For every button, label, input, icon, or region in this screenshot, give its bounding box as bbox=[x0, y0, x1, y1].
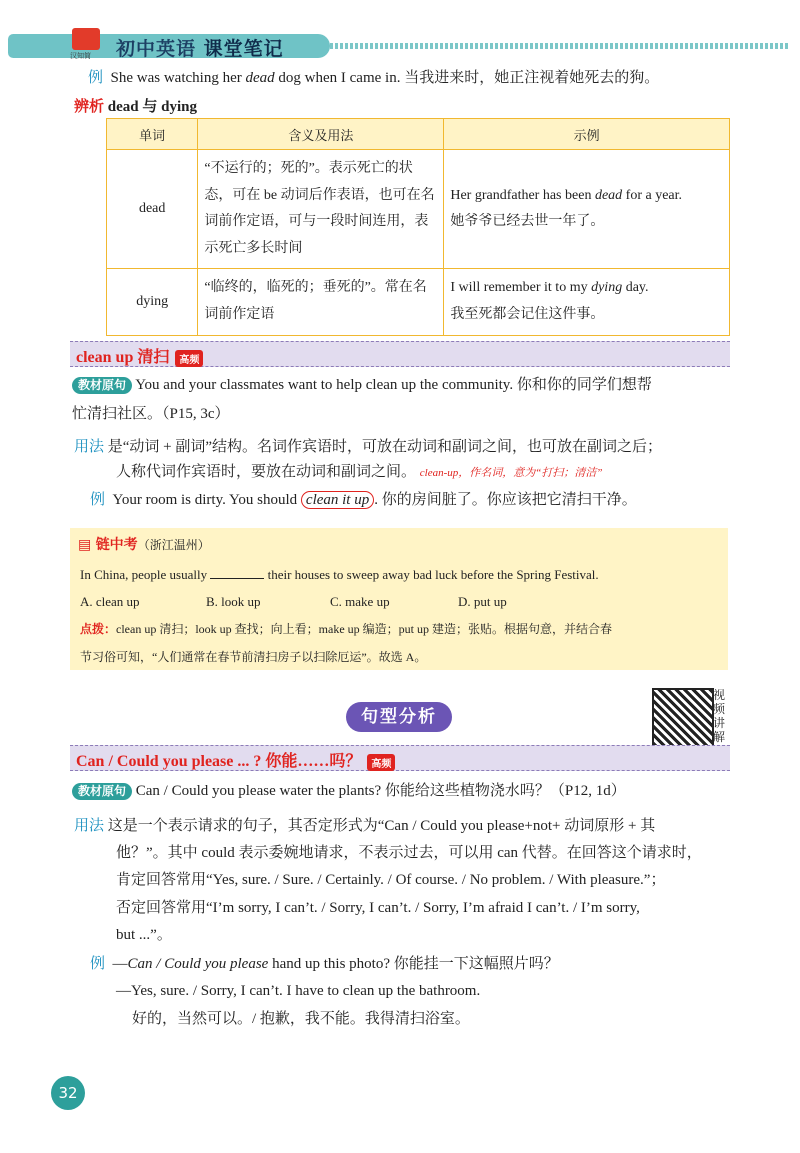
example-text-a: She was watching her bbox=[110, 70, 246, 86]
example-text-b: . 你的房间脏了。你应该把它清扫干净。 bbox=[374, 492, 637, 508]
answer-blank bbox=[210, 578, 264, 579]
section-bar-can-could bbox=[70, 745, 730, 771]
header-title-b: 课堂笔记 bbox=[203, 38, 284, 60]
usage-line-5: but ...”。 bbox=[116, 927, 172, 943]
comparison-table bbox=[106, 118, 730, 336]
source-sentence bbox=[72, 782, 626, 801]
exam-question bbox=[80, 567, 599, 583]
usage-label: 用法 bbox=[74, 816, 105, 834]
video-explain-label: 视频讲解 bbox=[713, 688, 726, 744]
table-cell-example bbox=[444, 269, 730, 335]
example-en-em: dying bbox=[591, 280, 623, 296]
table-header: 含义及用法 bbox=[198, 119, 444, 150]
example-cn: 我至死都会记住这件事。 bbox=[450, 306, 605, 322]
example-label: 例 bbox=[90, 490, 106, 508]
example-dash: — bbox=[112, 956, 128, 972]
tip-text-1: clean up 清扫；look up 查找；向上看；make up 编造；put up 建造；张贴。根据句意，并结合春 bbox=[116, 622, 612, 636]
example-dead bbox=[88, 68, 659, 88]
frequency-badge: 高频 bbox=[175, 350, 203, 367]
table-cell-usage: “临终的，临死的；垂死的”。常在名词前作定语 bbox=[198, 269, 444, 335]
frequency-badge: 高频 bbox=[367, 754, 395, 771]
example-clean-up bbox=[90, 490, 637, 510]
logo-subtitle: 汉知简 bbox=[70, 52, 91, 60]
option-b: B. look up bbox=[206, 594, 261, 609]
example-request bbox=[90, 954, 559, 974]
section-title bbox=[76, 748, 395, 771]
example-en-b: for a year. bbox=[622, 187, 683, 203]
example-text-a: Your room is dirty. You should bbox=[112, 492, 301, 508]
example-reply: —Yes, sure. / Sorry, I can’t. I have to clean up the bathroom. bbox=[116, 983, 481, 999]
example-en-a: Her grandfather has been bbox=[450, 187, 595, 203]
example-cn: 她爷爷已经去世一年了。 bbox=[450, 214, 605, 230]
exam-title bbox=[78, 537, 210, 555]
exam-tip-1 bbox=[80, 622, 612, 637]
handwritten-note: clean-up，作名词，意为“打扫；清洁” bbox=[419, 467, 603, 479]
table-cell-word: dying bbox=[107, 269, 198, 335]
table-cell-word: dead bbox=[107, 150, 198, 269]
example-text-b: dog when I came in. 当我进来时，她正注视着她死去的狗。 bbox=[274, 70, 660, 86]
example-label: 例 bbox=[88, 68, 104, 86]
section-title-text: Can / Could you please ... ? 你能……吗？ bbox=[76, 753, 362, 770]
example-text-em: dead bbox=[245, 70, 275, 86]
usage-label: 用法 bbox=[74, 437, 105, 455]
question-text-a: In China, people usually bbox=[80, 567, 208, 582]
sentence-analysis-title: 句型分析 bbox=[346, 702, 452, 732]
page-header bbox=[0, 30, 800, 58]
example-text-b: hand up this photo? 你能挂一下这幅照片吗？ bbox=[268, 956, 559, 972]
usage-line-1 bbox=[74, 816, 655, 836]
example-reply-cn: 好的，当然可以。/ 抱歉，我不能。我得清扫浴室。 bbox=[132, 1011, 470, 1027]
example-label: 例 bbox=[90, 954, 106, 972]
option-c: C. make up bbox=[330, 594, 390, 609]
header-title bbox=[116, 34, 284, 61]
usage-line-2: 他？”。其中 could 表示委婉地请求，不表示过去，可以用 can 代替。在回答这个请求时， bbox=[116, 845, 702, 861]
table-row bbox=[107, 150, 730, 269]
qr-code-icon[interactable] bbox=[652, 688, 714, 748]
exam-doc-icon: ▤ bbox=[78, 537, 92, 553]
usage-line-2 bbox=[116, 463, 602, 482]
example-en-a: I will remember it to my bbox=[450, 280, 592, 296]
option-d: D. put up bbox=[458, 594, 507, 609]
source-text: Can / Could you please water the plants? 你能给这些植物浇水吗？（P12, 1d） bbox=[135, 783, 626, 799]
page-number: 32 bbox=[51, 1076, 85, 1110]
usage-text-1: 这是一个表示请求的句子，其否定形式为“Can / Could you please+not+ 动词原形 + 其 bbox=[107, 818, 656, 834]
source-text-1: You and your classmates want to help clean up the community. 你和你的同学们想帮 bbox=[135, 377, 652, 393]
section-title-text: clean up 清扫 bbox=[76, 349, 170, 366]
usage-text-1: 是“动词 + 副词”结构。名词作宾语时，可放在动词和副词之间，也可放在副词之后； bbox=[107, 439, 663, 455]
table-header: 示例 bbox=[444, 119, 730, 150]
exam-region: （浙江温州） bbox=[137, 538, 210, 552]
table-row bbox=[107, 269, 730, 335]
bianxi-heading bbox=[74, 97, 197, 117]
question-text-b: their houses to sweep away bad luck before the Spring Festival. bbox=[267, 567, 599, 582]
option-a: A. clean up bbox=[80, 594, 140, 609]
usage-line-1 bbox=[74, 437, 662, 457]
example-text-em: Can / Could you please bbox=[127, 956, 269, 972]
example-en-em: dead bbox=[594, 187, 623, 203]
usage-text-2: 人称代词作宾语时，要放在动词和副词之间。 bbox=[116, 464, 417, 480]
source-label: 教材原句 bbox=[72, 377, 132, 394]
bianxi-title: dead 与 dying bbox=[107, 99, 197, 115]
source-label: 教材原句 bbox=[72, 783, 132, 800]
section-title bbox=[76, 344, 203, 367]
usage-line-4: 否定回答常用“I’m sorry, I can’t. / Sorry, I can’t. / Sorry, I’m afraid I can’t. / I’m sorry, bbox=[116, 900, 640, 916]
source-sentence-2: 忙清扫社区。（P15, 3c） bbox=[72, 406, 230, 422]
table-cell-usage: “不运行的；死的”。表示死亡的状态，可在 be 动词后作表语，也可在名词前作定语，可与一段时间连用，表示死亡多长时间 bbox=[198, 150, 444, 269]
source-sentence-1 bbox=[72, 376, 652, 395]
header-dotted-line bbox=[330, 43, 790, 49]
section-bar-clean-up bbox=[70, 341, 730, 367]
exam-title-text: 链中考 bbox=[95, 537, 138, 553]
book-logo-icon bbox=[72, 28, 100, 50]
example-en-b: day. bbox=[622, 280, 649, 296]
usage-line-3: 肯定回答常用“Yes, sure. / Sure. / Certainly. / Of course. / No problem. / With pleasure.”； bbox=[116, 872, 666, 888]
bianxi-label: 辨析 bbox=[74, 97, 105, 115]
exam-tip-2: 节习俗可知，“人们通常在春节前清扫房子以扫除厄运”。故选 A。 bbox=[80, 650, 427, 664]
tip-label: 点拨： bbox=[80, 622, 117, 636]
table-header-row bbox=[107, 119, 730, 150]
table-cell-example bbox=[444, 150, 730, 269]
table-header: 单词 bbox=[107, 119, 198, 150]
circled-phrase: clean it up bbox=[301, 491, 374, 509]
header-title-a: 初中英语 bbox=[116, 38, 197, 60]
